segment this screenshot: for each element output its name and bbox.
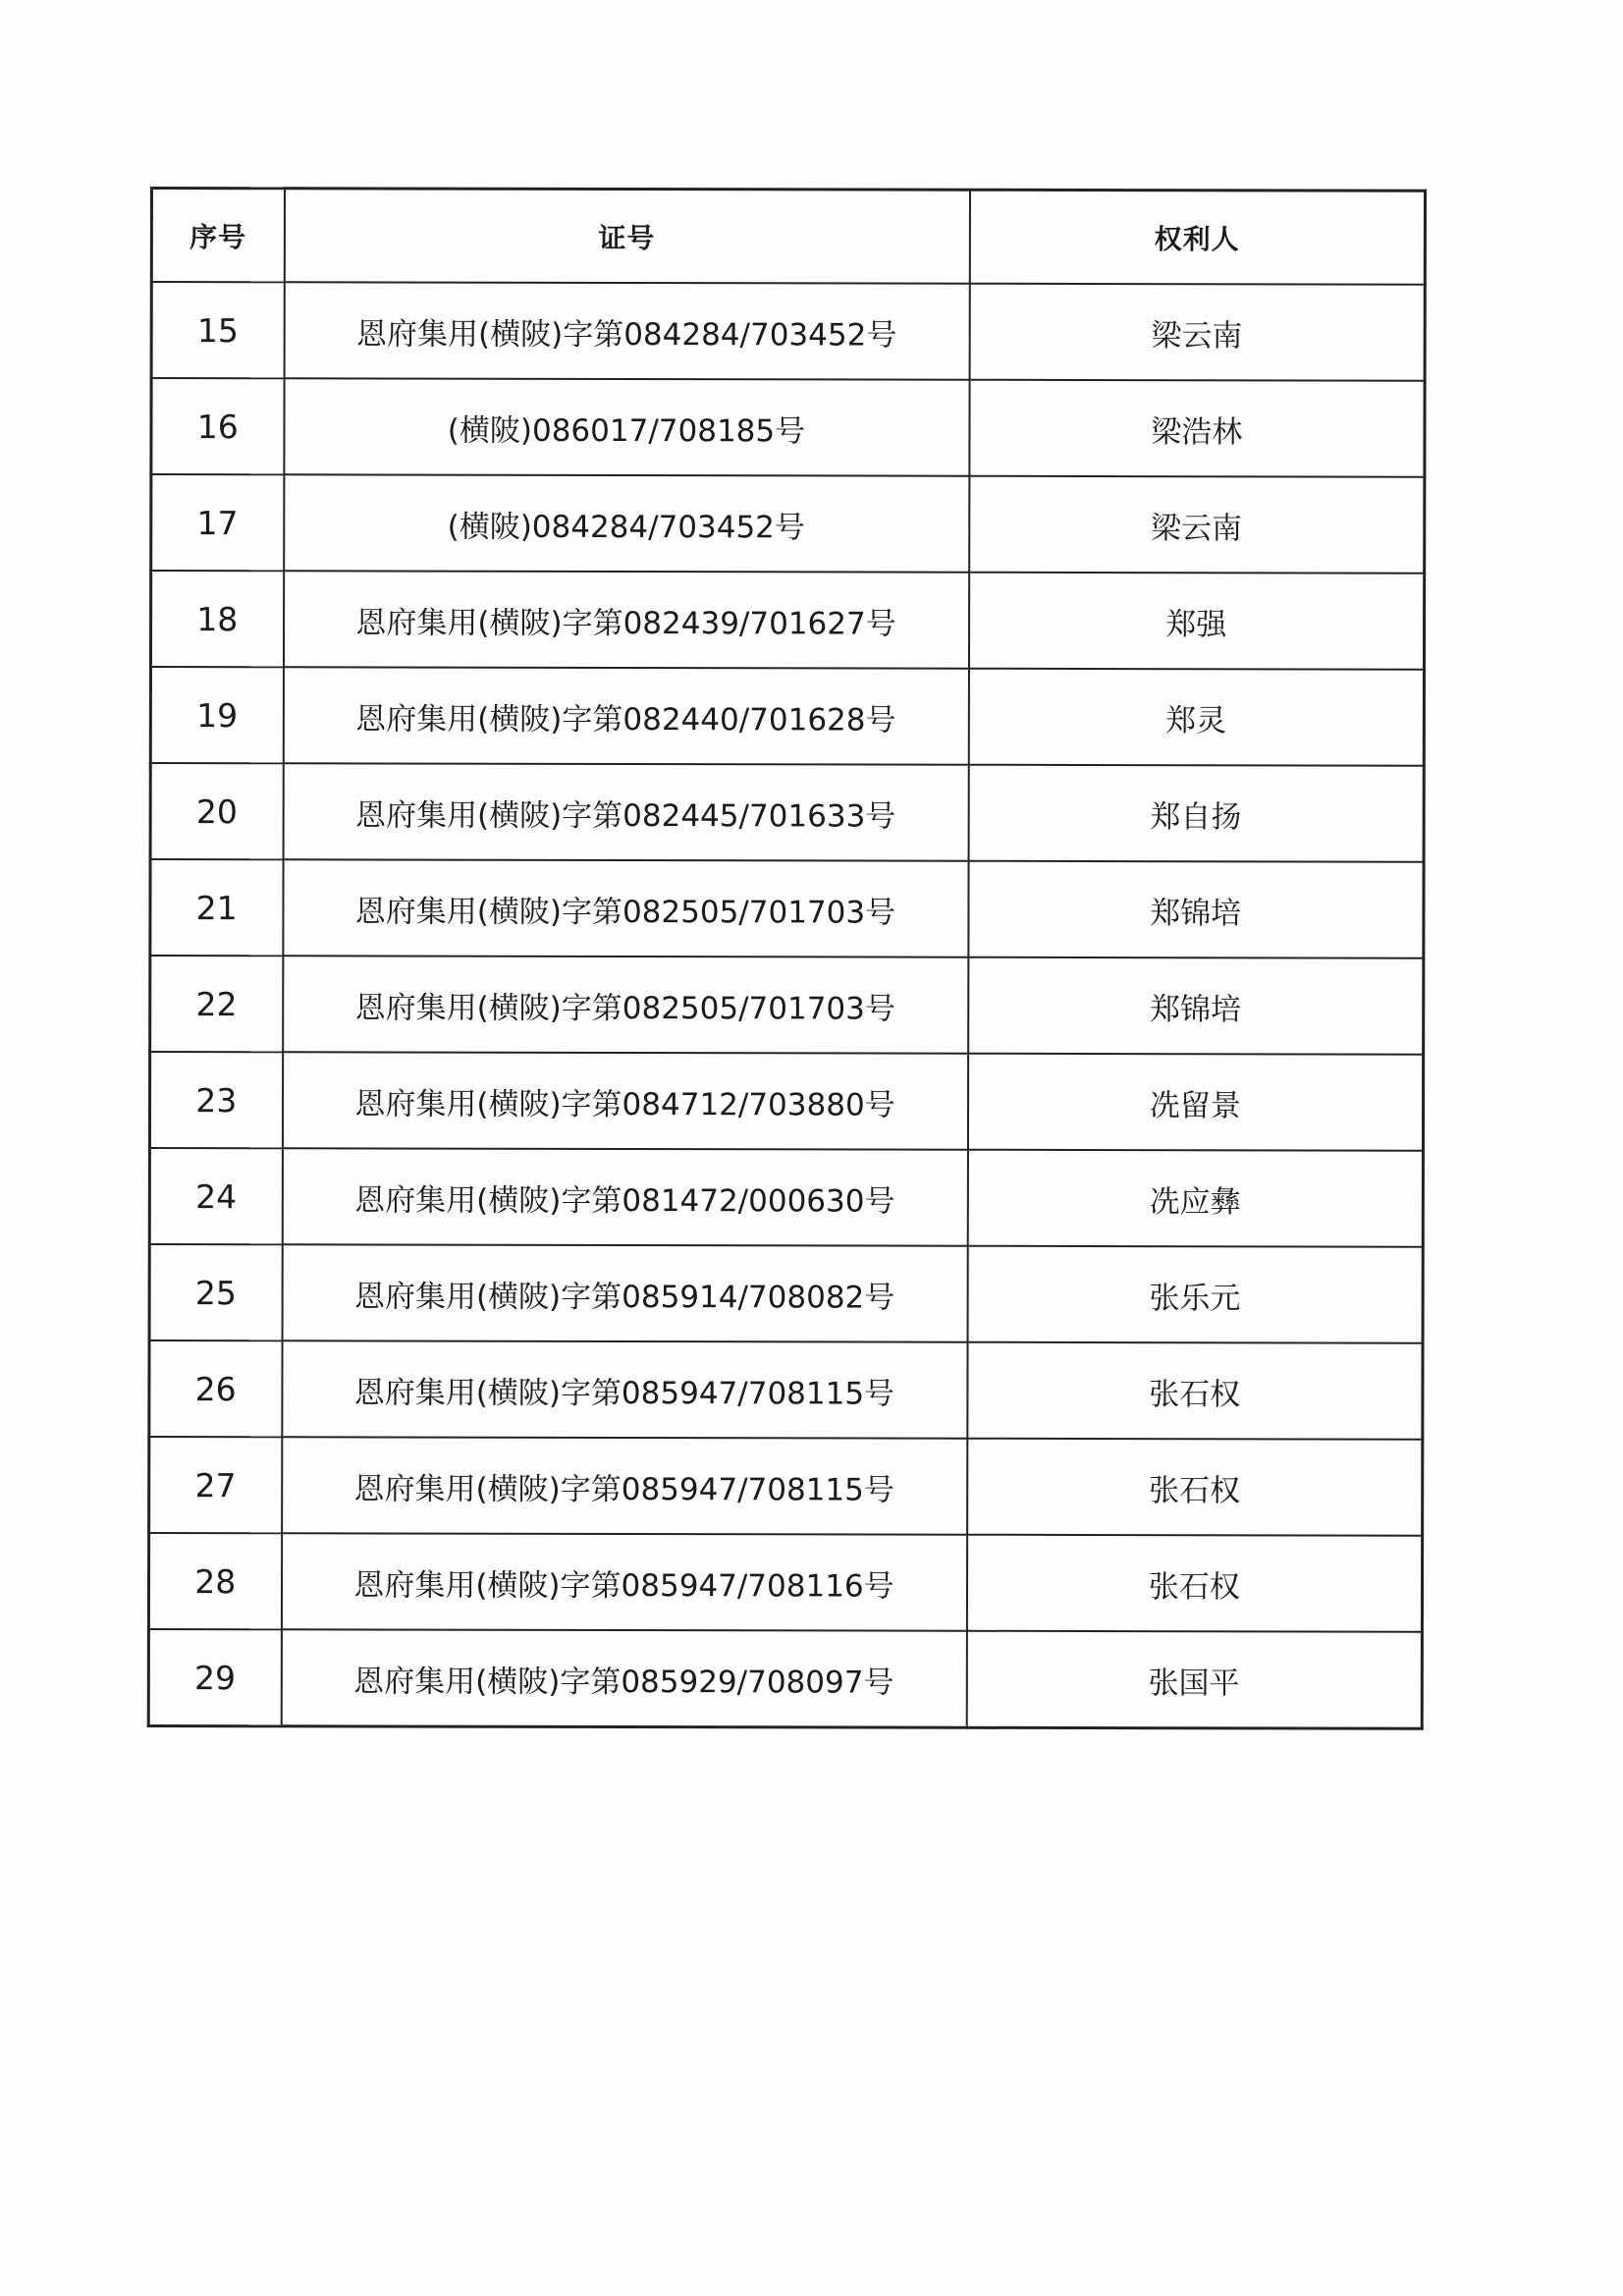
cell-owner: 张石权	[966, 1535, 1422, 1632]
cell-cert-no: 恩府集用(横陂)字第084712/703880号	[282, 1052, 967, 1149]
cell-seq: 16	[151, 378, 284, 474]
cell-cert-no: (横陂)084284/703452号	[284, 474, 969, 572]
certificate-table	[147, 187, 1427, 1730]
cell-seq: 26	[149, 1340, 282, 1437]
cell-owner: 梁云南	[969, 476, 1425, 574]
cell-owner: 梁云南	[969, 284, 1425, 381]
table-body	[148, 282, 1425, 1728]
cell-owner: 冼留景	[967, 1054, 1423, 1151]
cell-owner: 郑灵	[968, 669, 1424, 766]
cell-seq: 20	[150, 763, 283, 859]
cell-seq: 27	[149, 1437, 282, 1533]
table-row	[149, 1052, 1423, 1151]
table-row	[148, 1533, 1422, 1632]
cell-seq: 23	[149, 1052, 282, 1148]
cell-owner: 郑自扬	[968, 765, 1424, 862]
table-row	[150, 667, 1424, 766]
cell-owner: 张国平	[966, 1631, 1422, 1728]
cell-cert-no: 恩府集用(横陂)字第085914/708082号	[282, 1244, 967, 1341]
table-row	[149, 1148, 1423, 1247]
cell-cert-no: 恩府集用(横陂)字第085947/708115号	[282, 1437, 967, 1534]
cell-owner: 张石权	[967, 1342, 1423, 1440]
table-header	[151, 189, 1425, 285]
cell-seq: 17	[151, 474, 284, 571]
cell-seq: 18	[150, 571, 283, 667]
table-row	[149, 1340, 1423, 1440]
cell-owner: 郑锦培	[968, 957, 1424, 1055]
cell-owner: 张石权	[967, 1439, 1423, 1536]
cell-owner: 郑锦培	[968, 861, 1424, 958]
cell-cert-no: 恩府集用(横陂)字第084284/703452号	[284, 282, 969, 379]
table-container	[147, 187, 1424, 1730]
cell-owner: 张乐元	[967, 1246, 1423, 1343]
header-cert-no: 证号	[284, 189, 969, 284]
table-row	[150, 763, 1424, 862]
cell-seq: 29	[148, 1629, 281, 1726]
cell-seq: 22	[150, 956, 283, 1052]
cell-cert-no: 恩府集用(横陂)字第082439/701627号	[283, 571, 968, 668]
cell-owner: 梁浩林	[969, 380, 1425, 477]
table-row	[151, 474, 1425, 574]
header-owner: 权利人	[969, 190, 1425, 284]
cell-cert-no: 恩府集用(横陂)字第082445/701633号	[283, 763, 968, 860]
table-row	[149, 1437, 1423, 1536]
table-row	[150, 859, 1424, 958]
table-row	[151, 378, 1425, 477]
header-row	[151, 189, 1425, 285]
cell-seq: 28	[148, 1533, 281, 1629]
table-row	[150, 956, 1424, 1055]
cell-cert-no: 恩府集用(横陂)字第085929/708097号	[281, 1629, 966, 1727]
cell-cert-no: 恩府集用(横陂)字第085947/708116号	[281, 1533, 966, 1630]
cell-cert-no: 恩府集用(横陂)字第081472/000630号	[282, 1148, 967, 1245]
cell-cert-no: 恩府集用(横陂)字第082440/701628号	[283, 667, 968, 764]
table-row	[149, 1244, 1423, 1343]
cell-owner: 冼应彝	[967, 1150, 1423, 1247]
cell-cert-no: 恩府集用(横陂)字第082505/701703号	[283, 956, 968, 1053]
table-row	[150, 571, 1424, 670]
cell-seq: 19	[150, 667, 283, 763]
cell-cert-no: 恩府集用(横陂)字第082505/701703号	[283, 859, 968, 957]
cell-seq: 24	[149, 1148, 282, 1244]
table-row	[151, 282, 1425, 381]
cell-cert-no: 恩府集用(横陂)字第085947/708115号	[282, 1340, 967, 1438]
cell-owner: 郑强	[968, 573, 1424, 670]
cell-cert-no: (横陂)086017/708185号	[284, 378, 969, 475]
cell-seq: 15	[151, 282, 284, 378]
cell-seq: 25	[149, 1244, 282, 1340]
header-seq: 序号	[151, 189, 284, 283]
cell-seq: 21	[150, 859, 283, 956]
table-row	[148, 1629, 1422, 1728]
